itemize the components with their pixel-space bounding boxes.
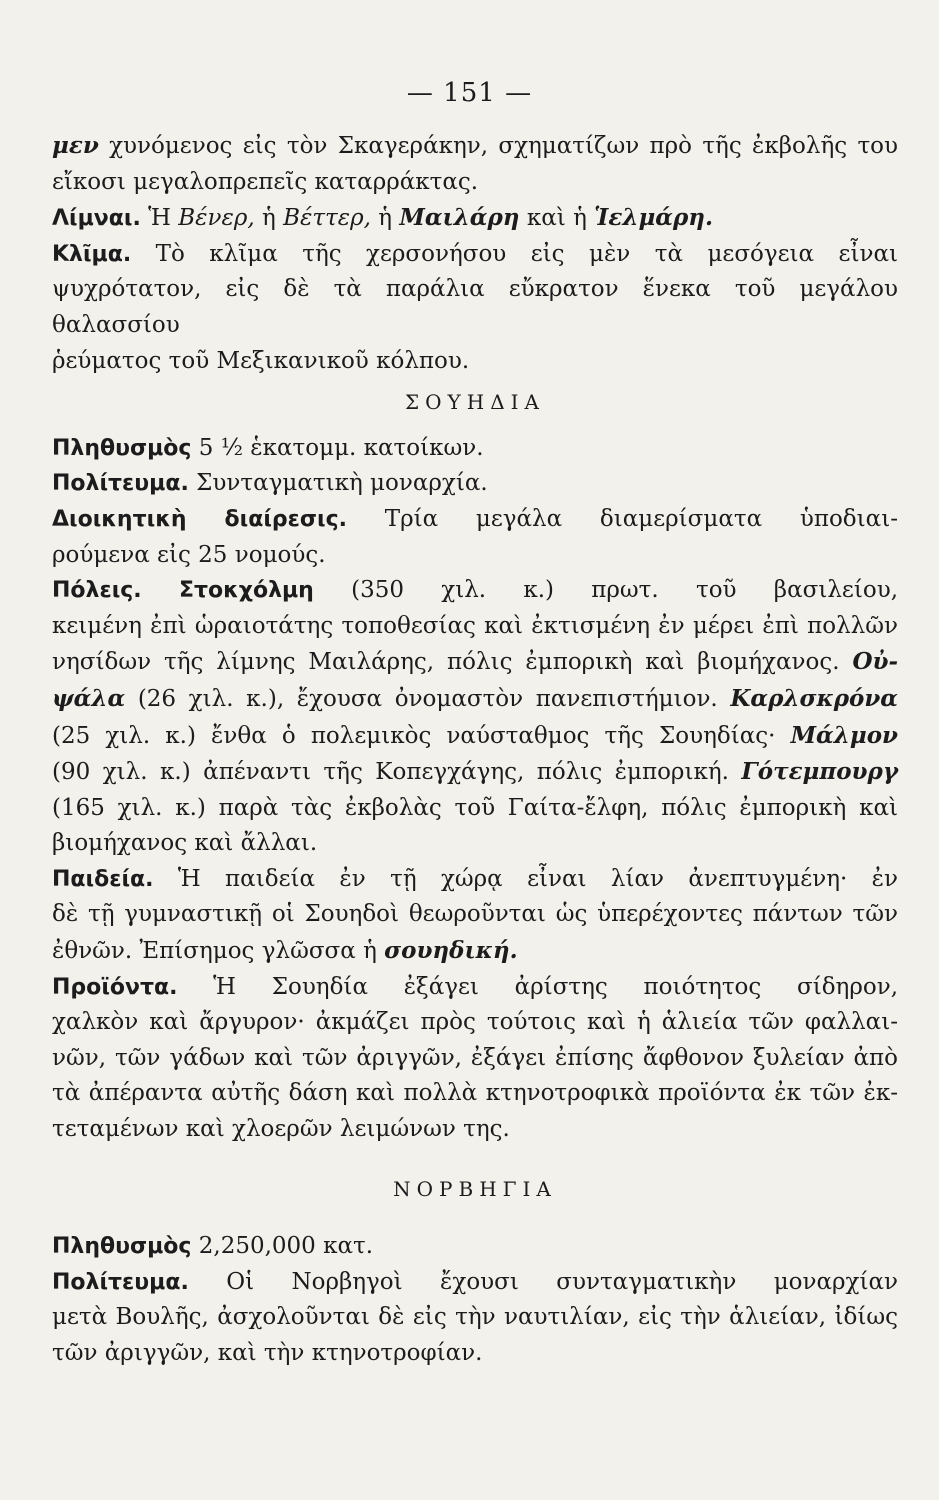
paragraph-norway-population	[52, 1229, 898, 1265]
city-upsala: ψάλα	[52, 684, 126, 712]
heading-population: Πληθυσμὸς	[52, 1234, 192, 1260]
text: νησίδων τῆς λίμνης Μαιλάρης, πόλις ἐμπορικὴ καὶ βιομήχανος.	[52, 649, 853, 676]
city-malmo: Μάλμον	[790, 721, 898, 749]
heading-population: Πληθυσμὸς	[52, 435, 192, 461]
text-line: μετὰ Βουλῆς, ἀσχολοῦνται δὲ εἰς τὴν ναυτιλίαν, εἰς τὴν ἁλιείαν, ἰδίως	[52, 1304, 898, 1331]
section-title-norway: ΝΟΡΒΗΓΙΑ	[393, 1176, 557, 1201]
text-line: βιομήχανος καὶ ἄλλαι.	[52, 830, 318, 857]
text-line: χυνόμενος εἰς τὸν Σκαγεράκην, σχηματίζων πρὸ τῆς ἐκβολῆς του	[98, 133, 898, 159]
paragraph-sweden-cities	[52, 573, 898, 862]
text-line: ρούμενα εἰς 25 νομούς.	[52, 541, 326, 568]
heading-products: Προϊόντα.	[52, 974, 178, 1000]
heading-climate: Κλῖμα.	[52, 241, 132, 267]
paragraph-lakes	[52, 200, 898, 237]
paragraph-sweden-intro	[52, 128, 898, 200]
text: καὶ ἡ	[519, 205, 595, 232]
text-line: ψυχρότατον, εἰς δὲ τὰ παράλια εὔκρατον ἕνεκα τοῦ μεγάλου θαλασσίου	[52, 276, 898, 338]
text-line: νῶν, τῶν γάδων καὶ τῶν ἀριγγῶν, ἐξάγει ἐπίσης ἄφθονον ξυλείαν ἀπὸ	[52, 1044, 898, 1071]
text: (90 χιλ. κ.) ἀπέναντι τῆς Κοπεγχάγης, πόλις ἐμπορική.	[52, 759, 742, 786]
text: Συνταγματικὴ μοναρχία.	[188, 470, 488, 497]
text-line: εἴκοσι μεγαλοπρεπεῖς καταρράκτας.	[52, 168, 479, 195]
lake-name: Ἱελμάρη.	[594, 204, 714, 232]
city-goteborg: Γότεμπουργ	[741, 758, 898, 786]
paragraph-sweden-products	[52, 970, 898, 1148]
city-karlskrona: Καρλσκρόνα	[730, 684, 898, 712]
lake-name: Βένερ,	[178, 205, 255, 232]
paragraph-norway-polity	[52, 1265, 898, 1372]
text: ἐθνῶν. Ἐπίσημος γλῶσσα ἡ	[52, 938, 385, 965]
text-line: δὲ τῇ γυμναστικῇ οἱ Σουηδοὶ θεωροῦνται ὡς ὑπερέχοντες πάντων τῶν	[52, 901, 898, 928]
text: Ἡ	[140, 205, 179, 232]
heading-lakes: Λίμναι.	[52, 206, 141, 232]
page-number: — 151 —	[406, 78, 533, 108]
city-upsala: Οὐ-	[852, 648, 898, 676]
lake-name: Μαιλάρη	[399, 204, 520, 232]
paragraph-sweden-admin	[52, 502, 898, 573]
heading-polity: Πολίτευμα.	[52, 471, 189, 497]
text: Ἡ Σουηδία ἐξάγει ἀρίστης ποιότητος σίδηρον,	[177, 973, 898, 1000]
text: Ἡ παιδεία ἐν τῇ χώρᾳ εἶναι λίαν ἀνεπτυγμένη· ἐν	[153, 865, 898, 892]
text-line: Τὸ κλῖμα τῆς χερσονήσου εἰς μὲν τὰ μεσόγεια εἶναι	[131, 240, 898, 267]
text-line: Τρία μεγάλα διαμερίσματα ὑποδιαι-	[347, 505, 898, 532]
text-line: κειμένη ἐπὶ ὡραιοτάτης τοποθεσίας καὶ ἐκτισμένη ἐν μέρει ἐπὶ πολλῶν	[52, 612, 898, 639]
heading-admin: Διοικητικὴ διαίρεσις.	[52, 506, 348, 532]
paragraph-climate	[52, 237, 898, 379]
text-line: χαλκὸν καὶ ἄργυρον· ἀκμάζει πρὸς τούτοις καὶ ἡ ἁλιεία τῶν φαλλαι-	[52, 1009, 898, 1036]
text-line: τὰ ἀπέραντα αὐτῆς δάση καὶ πολλὰ κτηνοτροφικὰ προϊόντα ἐκ τῶν ἐκ-	[52, 1080, 898, 1107]
heading-cities: Πόλεις.	[52, 578, 142, 604]
text-line: ῥεύματος τοῦ Μεξικανικοῦ κόλπου.	[52, 347, 470, 374]
heading-education: Παιδεία.	[52, 866, 154, 892]
text: (26 χιλ. κ.), ἔχουσα ὀνομαστὸν πανεπιστήμιον.	[125, 685, 731, 712]
paragraph-sweden-population	[52, 431, 898, 467]
text: ἡ	[254, 205, 284, 232]
paragraph-sweden-education	[52, 862, 898, 970]
paragraph-sweden-polity	[52, 466, 898, 502]
text-line: τεταμένων καὶ χλοερῶν λειμώνων της.	[52, 1116, 510, 1143]
text: 2,250,000 κατ.	[191, 1233, 374, 1260]
page-body	[52, 128, 898, 1372]
heading-polity: Πολίτευμα.	[52, 1269, 189, 1295]
city-stockholm: Στοκχόλμη	[178, 578, 314, 604]
section-title-sweden: ΣΟΥΗΔΙΑ	[405, 390, 545, 415]
text: (25 χιλ. κ.) ἔνθα ὁ πολεμικὸς ναύσταθμος τῆς Σουηδίας·	[52, 722, 791, 749]
language-name: σουηδική.	[384, 937, 518, 965]
text: 5 ½ ἑκατομμ. κατοίκων.	[191, 434, 484, 461]
lake-name: Βέττερ,	[283, 205, 371, 232]
text: Οἱ Νορβηγοὶ ἔχουσι συνταγματικὴν μοναρχίαν	[188, 1268, 898, 1295]
text-line: τῶν ἀριγγῶν, καὶ τὴν κτηνοτροφίαν.	[52, 1340, 483, 1366]
text-line: (165 χιλ. κ.) παρὰ τὰς ἐκβολὰς τοῦ Γαίτα-ἔλφη, πόλις ἐμπορικὴ καὶ	[52, 794, 898, 821]
fragment-word: μεν	[52, 132, 99, 159]
text: (350 χιλ. κ.) πρωτ. τοῦ βασιλείου,	[313, 577, 899, 604]
text: ἡ	[370, 205, 400, 232]
